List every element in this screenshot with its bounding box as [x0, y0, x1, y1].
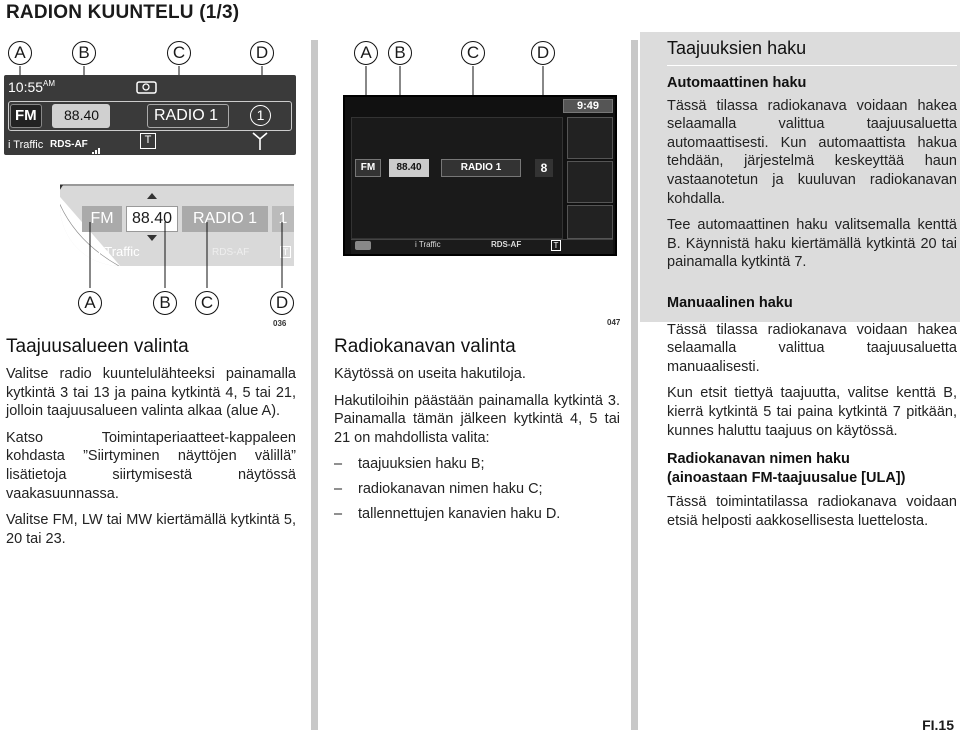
main-panel [351, 117, 563, 239]
callout-d-bottom: D [270, 291, 294, 315]
callout-a-mid: A [354, 41, 378, 65]
station-name: RADIO 1 [154, 107, 219, 124]
subheading-manual: Manuaalinen haku [667, 295, 793, 311]
clock-time: 10:55 [8, 79, 44, 95]
frequency-field-mid[interactable]: 88.40 [389, 159, 429, 177]
middle-paragraph-2: Hakutiloihin päästään painamalla kytkintä 3. Painamalla tämän jälkeen kytkintä 4, 5 tai 21 on mahdollista valita: [334, 392, 620, 446]
preset-field-zoom[interactable]: 1 [272, 206, 294, 232]
heading-station-selection: Radiokanavan valinta [334, 336, 516, 357]
middle-text [334, 365, 620, 529]
rds-label-mid: RDS-AF [491, 240, 522, 249]
frequency-field[interactable] [52, 104, 110, 128]
heading-band-selection: Taajuusalueen valinta [6, 336, 189, 357]
heading-rule [667, 65, 957, 66]
callout-c-bottom: C [195, 291, 219, 315]
clock-suffix: AM [43, 79, 56, 88]
subheading-name-search-note: (ainoastaan FM-taajuusalue [ULA]) [667, 469, 906, 486]
list-item: – tallennettujen kanavien haku D. [334, 505, 620, 524]
manual-paragraph-2: Kun etsit tiettyä taajuutta, valitse kenttä B, kierrä kytkintä 5 tai paina kytkintä 7 pitkään, kunnes haluttu taajuus on käytössä. [667, 385, 957, 439]
t-icon-zoom: T [280, 246, 291, 258]
callout-b: B [72, 41, 96, 65]
side-panel-1[interactable] [567, 117, 613, 159]
callout-lines-bottom [60, 222, 300, 292]
callout-d-mid: D [531, 41, 555, 65]
left-paragraph-2: Katso Toimintaperiaatteet-kappaleen kohdasta ”Siirtyminen näyttöjen välillä” lisätietoja siirtymisestä näytössä vaakasuunnassa. [6, 429, 296, 502]
page-number: FI.15 [922, 717, 954, 733]
station-field-mid[interactable]: RADIO 1 [441, 159, 521, 177]
side-panel-3[interactable] [567, 205, 613, 239]
list-item: – taajuuksien haku B; [334, 455, 620, 474]
traffic-label-mid: i Traffic [415, 240, 441, 249]
band-field-zoom[interactable]: FM [82, 206, 122, 232]
callout-c: C [167, 41, 191, 65]
left-paragraph-3: Valitse FM, LW tai MW kiertämällä kytkintä 5, 20 tai 23. [6, 512, 296, 547]
column-divider-right [631, 40, 638, 730]
t-icon: T [140, 133, 156, 149]
frequency-field-zoom[interactable]: 88.40 [126, 206, 178, 232]
left-text [6, 365, 296, 548]
preset-field[interactable]: 1 [250, 105, 271, 126]
t-icon-mid: T [551, 240, 561, 251]
middle-paragraph-1: Käytössä on useita hakutiloja. [334, 366, 526, 382]
band-field[interactable] [10, 104, 42, 128]
callout-b-mid: B [388, 41, 412, 65]
radio-display-fullscreen [343, 95, 617, 256]
auto-paragraph-2: Tee automaattinen haku valitsemalla kenttä B. Käynnistä haku kiertämällä kytkintä 20 tai painamalla kytkintä 7. [667, 217, 957, 271]
status-bar [351, 239, 613, 254]
column-divider-left [311, 40, 318, 730]
name-search-paragraph: Tässä toimintatilassa radiokanava voidaan etsiä helposti aakkosellisesta luettelosta. [667, 494, 957, 529]
signal-icon [92, 141, 102, 149]
list-item: – radiokanavan nimen haku C; [334, 480, 620, 499]
arrow-up-icon [146, 192, 158, 200]
station-field-zoom[interactable]: RADIO 1 [182, 206, 268, 232]
rds-label-zoom: RDS-AF [212, 247, 250, 258]
side-panel-2[interactable] [567, 161, 613, 203]
band-label: FM [15, 107, 37, 124]
radio-source-icon [136, 79, 158, 95]
callout-a-bottom: A [78, 291, 102, 315]
frequency-value: 88.40 [64, 107, 100, 123]
traffic-label: i Traffic [8, 139, 44, 151]
callout-b-bottom: B [153, 291, 177, 315]
right-text-lower [667, 294, 957, 531]
subheading-auto: Automaattinen haku [667, 75, 807, 91]
station-field[interactable] [147, 104, 229, 128]
traffic-label-zoom: i Traffic [98, 244, 140, 259]
right-text [667, 74, 957, 272]
band-field-mid[interactable]: FM [355, 159, 381, 177]
source-icon-mid [355, 241, 371, 250]
arrow-down-icon [60, 184, 64, 194]
callout-a: A [8, 41, 32, 65]
preset-field-mid[interactable]: 8 [535, 159, 553, 177]
figure-code-mid: 047 [607, 318, 621, 327]
search-mode-list [334, 455, 620, 523]
left-paragraph-1: Valitse radio kuuntelulähteeksi painamalla kytkintä 3 tai 13 ja paina kytkintä 4, 5 tai 21, jolloin taajuusalueen valinta alkaa (alue A). [6, 366, 296, 420]
figure-code-left: 036 [273, 319, 287, 328]
callout-d: D [250, 41, 274, 65]
heading-frequency-search: Taajuuksien haku [667, 38, 807, 58]
page-title: RADION KUUNTELU (1/3) [6, 2, 240, 23]
auto-paragraph-1: Tässä tilassa radiokanava voidaan hakea selaamalla valittua taajuusaluetta automaattisesti. Kun automaattista hakua tehdään, järjestelmä keskeyttää haun vastaanotetun ja kuuluvan radiokanavan kohdalla. [667, 97, 957, 207]
radio-display-dark [4, 75, 296, 155]
subheading-name-search: Radiokanavan nimen haku [667, 451, 850, 468]
rds-label: RDS-AF [50, 139, 88, 150]
antenna-icon [250, 131, 270, 151]
manual-paragraph-1: Tässä tilassa radiokanava voidaan hakea selaamalla valittua taajuusaluetta manuaalisesti. [667, 321, 957, 375]
callout-c-mid: C [461, 41, 485, 65]
clock-time-mid: 9:49 [563, 99, 613, 113]
